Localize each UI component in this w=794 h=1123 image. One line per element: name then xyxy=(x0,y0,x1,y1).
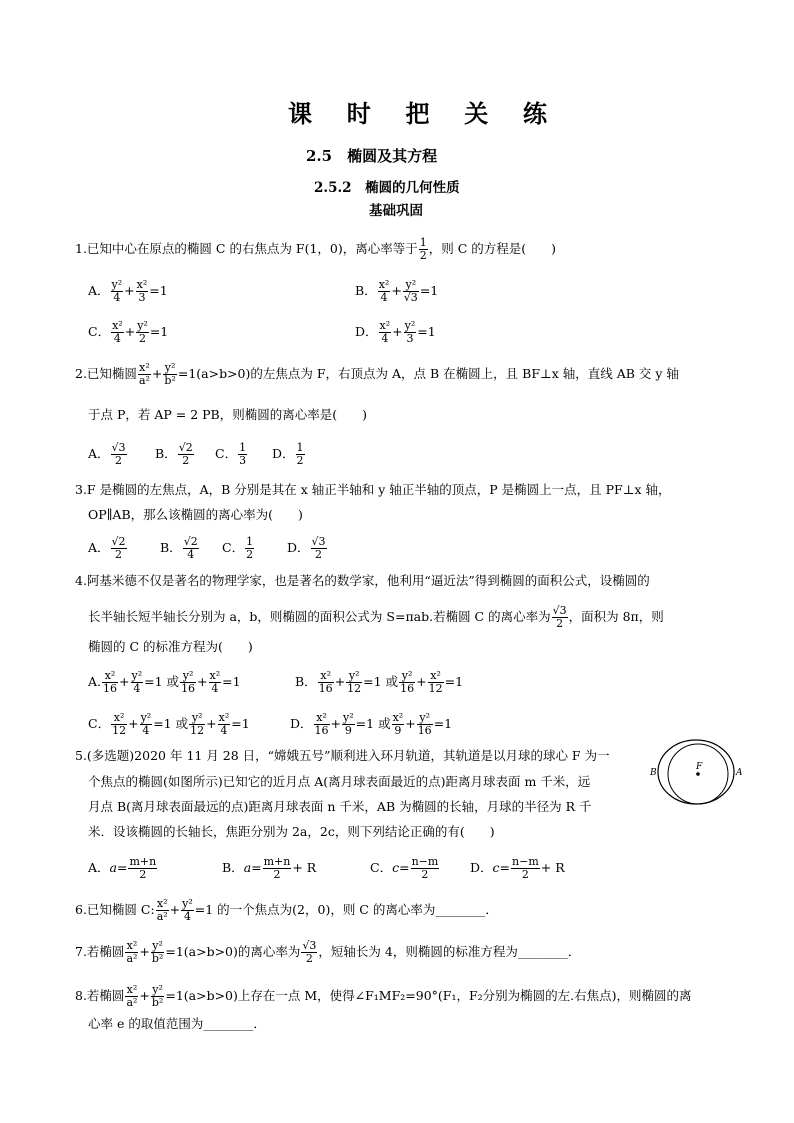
q5-line-2: 个焦点的椭圆(如图所示)已知它的近月点 A(离月球表面最近的点)距离月球表面 m 千米，远 xyxy=(88,774,591,789)
q5-option-b[interactable]: B．a= $\frac{m+n}{2}$ + R xyxy=(222,855,317,881)
q5-option-a[interactable]: A．a= $\frac{m+n}{2}$ xyxy=(88,855,157,881)
q1-option-b[interactable]: B． $\frac{\text{x²}}{4}$ + $\frac{\text{y²}}{√3}$ =1 xyxy=(355,278,439,304)
q3-option-c[interactable]: C． $\frac{1}{2}$ xyxy=(222,535,254,561)
part-heading: 基础巩固 xyxy=(369,203,423,219)
q2-option-c[interactable]: C． $\frac{1}{3}$ xyxy=(215,441,247,467)
q4-option-d[interactable]: D． $\frac{\text{x²}}{16}$ + $\frac{\text{y²}}{9}$ =1 或 $\frac{\text{x²}}{9}$ + $\frac{\text{y²}}{16}$ =1 xyxy=(290,711,453,737)
q4-option-c[interactable]: C． $\frac{\text{x²}}{12}$ + $\frac{\text{y²}}{4}$ =1 或 $\frac{\text{y²}}{12}$ + $\frac{\text{x²}}{4}$ =1 xyxy=(88,711,250,737)
q5-line-4: 米．设该椭圆的长轴长，焦距分别为 2a，2c，则下列结论正确的有( ) xyxy=(88,824,495,839)
q5-option-d[interactable]: D．c= $\frac{n-m}{2}$ + R xyxy=(470,855,565,881)
question-4: 4.阿基米德不仅是著名的物理学家，也是著名的数学家，他利用“逼近法”得到椭圆的面积公式，设椭圆的 xyxy=(75,573,650,588)
subsection-heading: 2.5.2 椭圆的几何性质 xyxy=(314,180,460,196)
orbit-ellipse xyxy=(658,740,734,804)
q3-option-b[interactable]: B． $\frac{√2}{4}$ xyxy=(160,535,198,561)
page-title: 课 时 把 关 练 xyxy=(288,99,561,128)
q5-line-3: 月点 B(离月球表面最远的点)距离月球表面 n 千米，AB 为椭圆的长轴，月球的半径为 R 千 xyxy=(88,799,592,814)
question-8: 8.若椭圆 $\frac{\text{x²}}{\text{a²}}$ + $\frac{\text{y²}}{\text{b²}}$ =1(a>b>0)上存在一点 M，使得∠F₁MF₂=90°(F₁，F₂分别为椭圆的左.右焦点)，则椭圆的离 xyxy=(75,983,692,1009)
q1-option-d[interactable]: D． $\frac{\text{x²}}{4}$ + $\frac{\text{y²}}{3}$ =1 xyxy=(355,319,436,345)
question-7: 7.若椭圆 $\frac{\text{x²}}{\text{a²}}$ + $\frac{\text{y²}}{\text{b²}}$ =1(a>b>0)的离心率为 $\frac{√3}{2}$ ，短轴长为 4，则椭圆的标准方程为________． xyxy=(75,939,581,965)
section-heading: 2.5 椭圆及其方程 xyxy=(306,147,438,165)
question-3: 3.F 是椭圆的左焦点，A，B 分别是其在 x 轴正半轴和 y 轴正半轴的顶点，P 是椭圆上一点，且 PF⊥x 轴， xyxy=(75,482,671,497)
question-2: 2.已知椭圆 $\frac{\text{x²}}{\text{a²}}$ + $\frac{\text{y²}}{\text{b²}}$ =1(a>b>0)的左焦点为 F，右顶点为 A，点 B 在椭圆上，且 BF⊥x 轴，直线 AB 交 y 轴 xyxy=(75,361,679,387)
question-6: 6.已知椭圆 C: $\frac{\text{x²}}{\text{a²}}$ + $\frac{\text{y²}}{4}$ =1 的一个焦点为(2，0)，则 C 的离心率为________． xyxy=(75,897,498,923)
q4-option-a[interactable]: A. $\frac{\text{x²}}{16}$ + $\frac{\text{y²}}{4}$ =1 或 $\frac{\text{y²}}{16}$ + $\frac{\text{x²}}{4}$ =1 xyxy=(88,669,241,695)
focus-point xyxy=(696,772,700,776)
q3-option-d[interactable]: D． $\frac{√3}{2}$ xyxy=(287,535,326,561)
q3-option-a[interactable]: A． $\frac{√2}{2}$ xyxy=(88,535,126,561)
q2-option-d[interactable]: D． $\frac{1}{2}$ xyxy=(272,441,304,467)
fig-label-f: F xyxy=(696,762,703,772)
q4-option-b[interactable]: B． $\frac{\text{x²}}{16}$ + $\frac{\text{y²}}{12}$ =1 或 $\frac{\text{y²}}{16}$ + $\frac{\text{x²}}{12}$ =1 xyxy=(295,669,464,695)
moon-orbit-figure xyxy=(648,738,748,810)
question-5: 5.(多选题)2020 年 11 月 28 日，“嫦娥五号”顺利进入环月轨道，其轨道是以月球的球心 F 为一 xyxy=(75,748,610,763)
q3-line-2: OP∥AB，那么该椭圆的离心率为( ) xyxy=(88,507,303,522)
q4-line-2: 长半轴长短半轴长分别为 a，b，则椭圆的面积公式为 S=πab.若椭圆 C 的离心率为 $\frac{√3}{2}$ ，面积为 8π，则 xyxy=(88,604,664,630)
q1-option-c[interactable]: C． $\frac{\text{x²}}{4}$ + $\frac{\text{y²}}{2}$ =1 xyxy=(88,319,169,345)
q2-line-2: 于点 P，若 AP = 2 PB，则椭圆的离心率是( ) xyxy=(88,407,367,422)
q2-option-b[interactable]: B． $\frac{√2}{2}$ xyxy=(155,441,193,467)
q4-line-3: 椭圆的 C 的标准方程为( ) xyxy=(88,639,253,654)
q1-option-a[interactable]: A． $\frac{\text{y²}}{4}$ + $\frac{\text{x²}}{3}$ =1 xyxy=(88,278,168,304)
question-1: 1.已知中心在原点的椭圆 C 的右焦点为 F(1，0)，离心率等于 $\frac{1}{2}$ ，则 C 的方程是( ) xyxy=(75,236,557,262)
q5-option-c[interactable]: C．c= $\frac{n-m}{2}$ xyxy=(370,855,439,881)
q2-option-a[interactable]: A． $\frac{√3}{2}$ xyxy=(88,441,126,467)
q8-line-2: 心率 e 的取值范围为________． xyxy=(88,1016,266,1031)
fig-label-b: B xyxy=(650,768,657,778)
fig-label-a: A xyxy=(736,768,743,778)
